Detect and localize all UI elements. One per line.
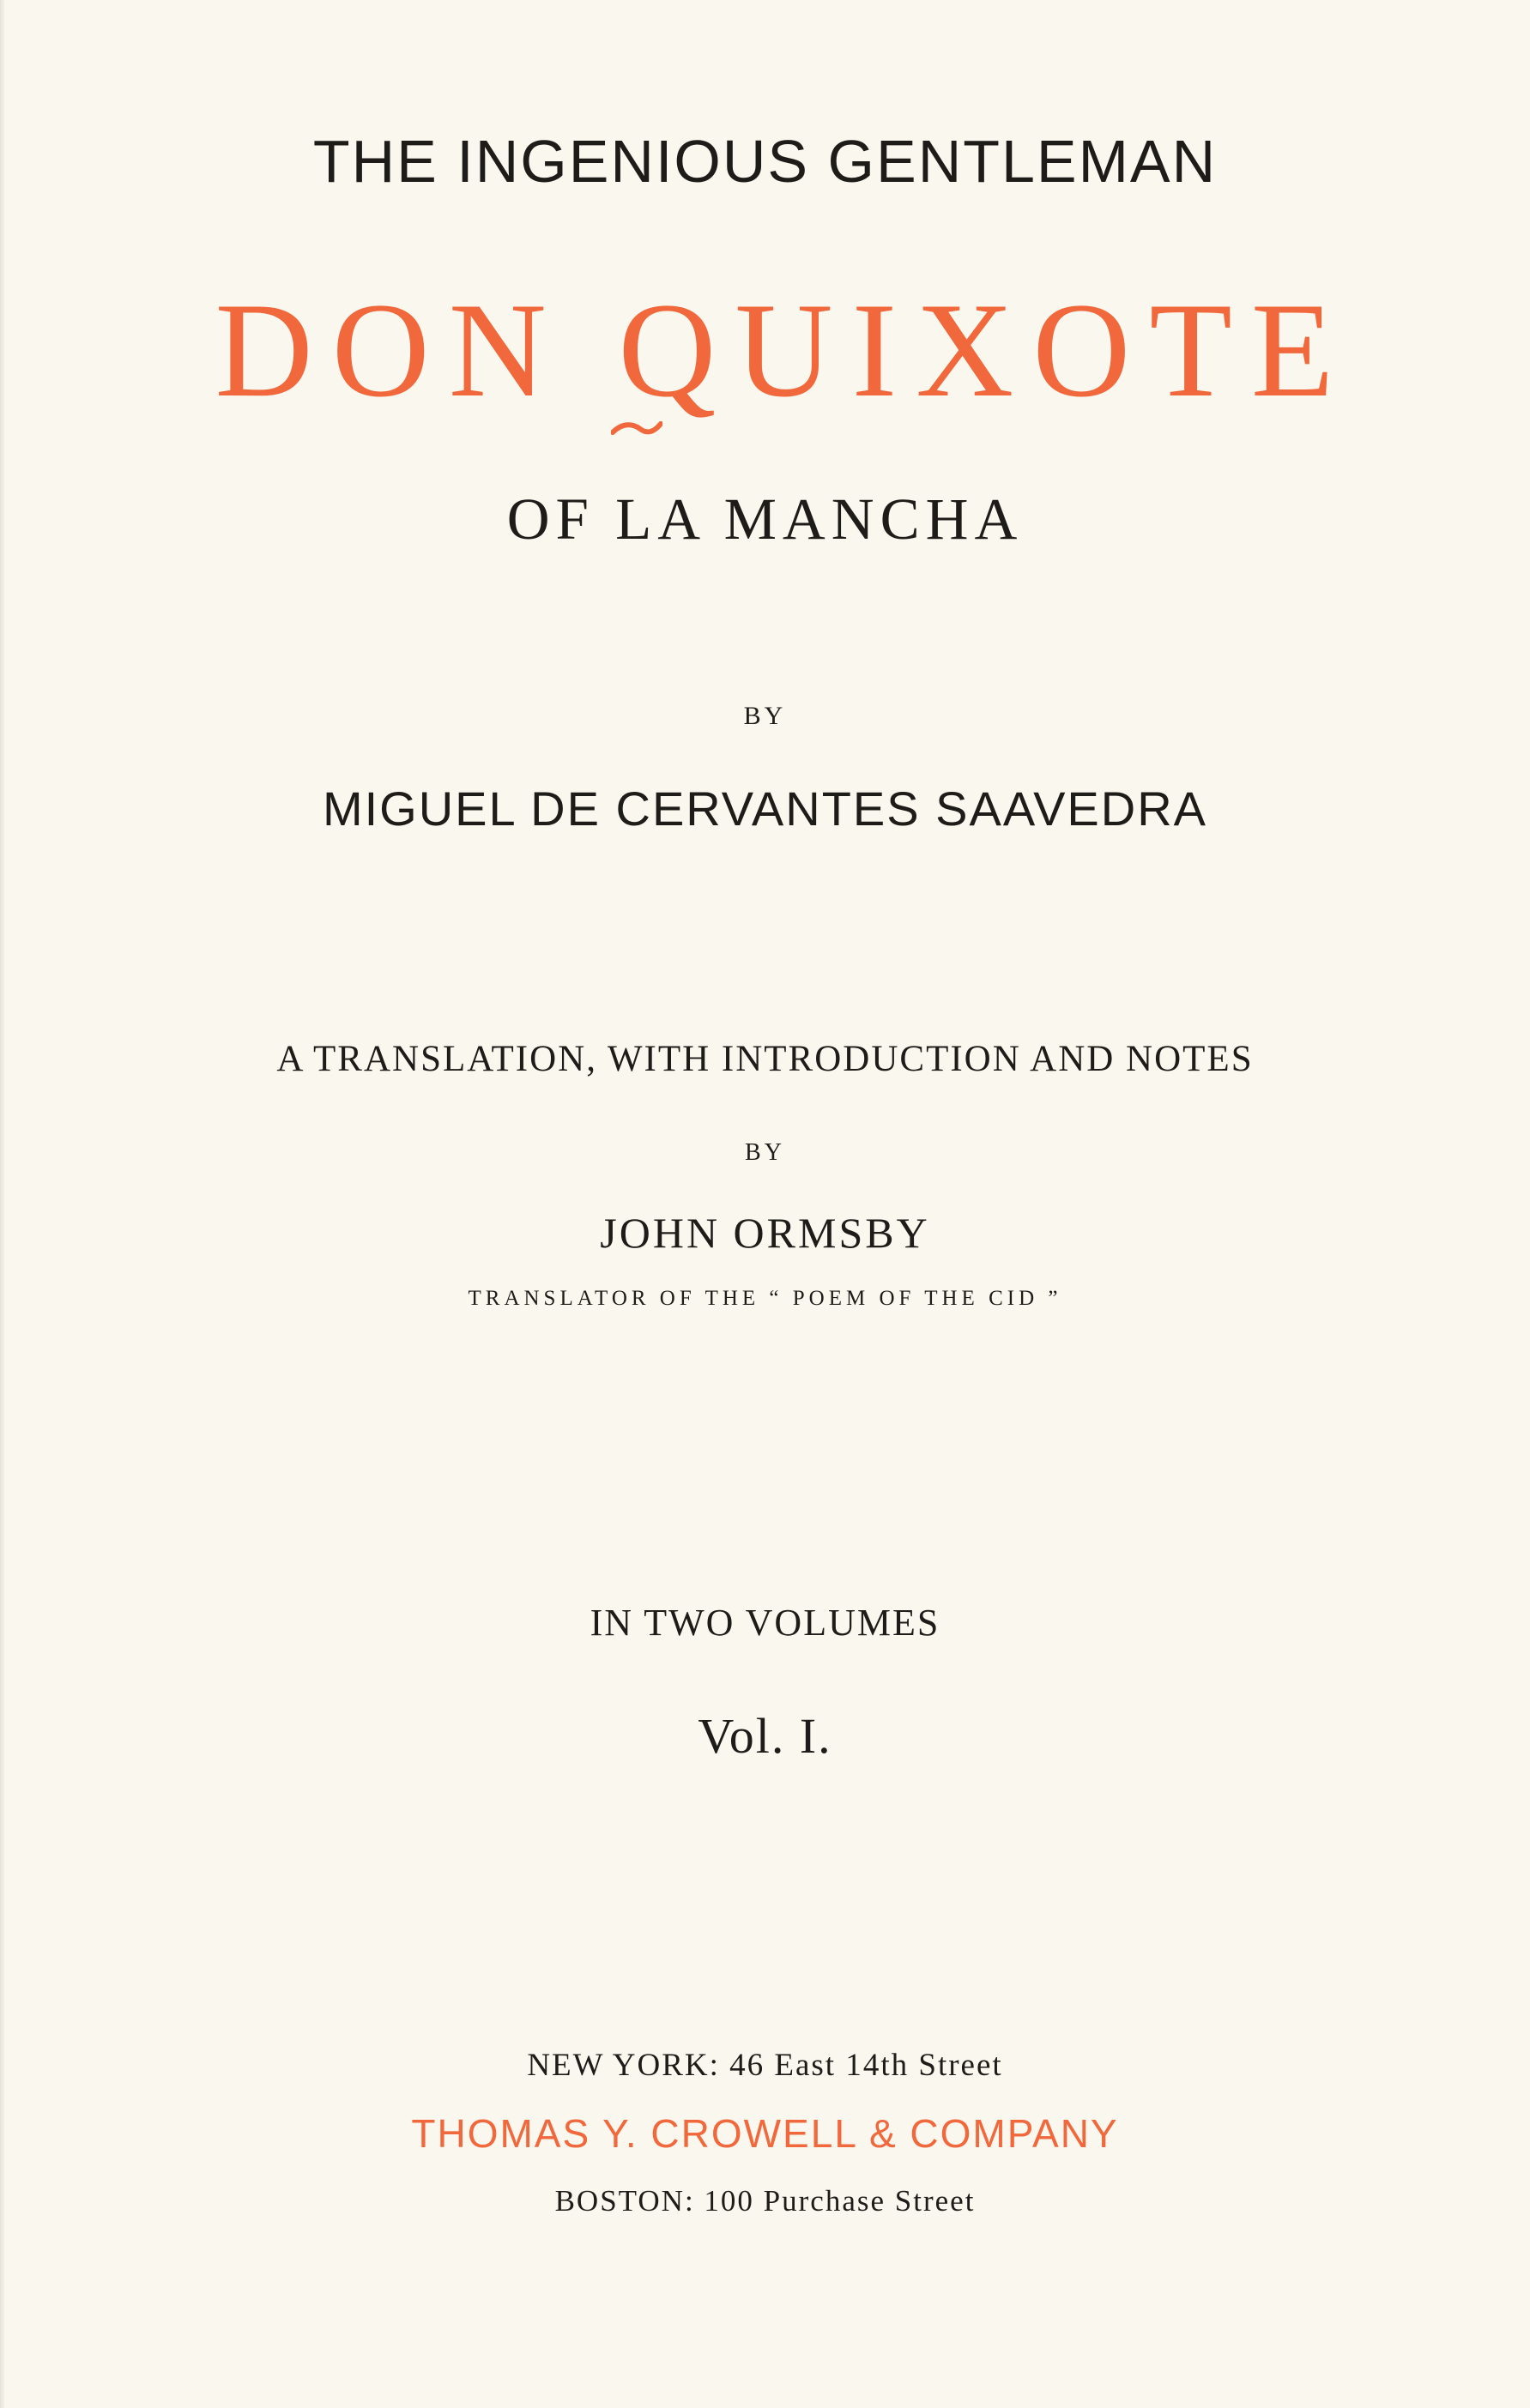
book-subtitle: OF LA MANCHA (506, 486, 1024, 552)
tilde-ornament-icon (611, 419, 662, 438)
translation-description: A TRANSLATION, WITH INTRODUCTION AND NOTES (276, 1039, 1254, 1079)
by-label-author: BY (743, 702, 787, 730)
translator-credit: TRANSLATOR OF THE “ POEM OF THE CID ” (468, 1287, 1062, 1310)
translator-name: JOHN ORMSBY (600, 1209, 930, 1257)
publisher-name: THOMAS Y. CROWELL & COMPANY (411, 2111, 1119, 2156)
author-name: MIGUEL DE CERVANTES SAAVEDRA (322, 782, 1208, 836)
publisher-new-york-address: NEW YORK: 46 East 14th Street (527, 2048, 1003, 2083)
title-heading-top: THE INGENIOUS GENTLEMAN (312, 128, 1218, 195)
publisher-boston-address: BOSTON: 100 Purchase Street (554, 2184, 976, 2218)
book-title: DON QUIXOTE (215, 275, 1353, 425)
volume-number: Vol. I. (698, 1708, 832, 1764)
volume-count: IN TWO VOLUMES (590, 1602, 940, 1644)
by-label-translator: BY (745, 1139, 785, 1166)
